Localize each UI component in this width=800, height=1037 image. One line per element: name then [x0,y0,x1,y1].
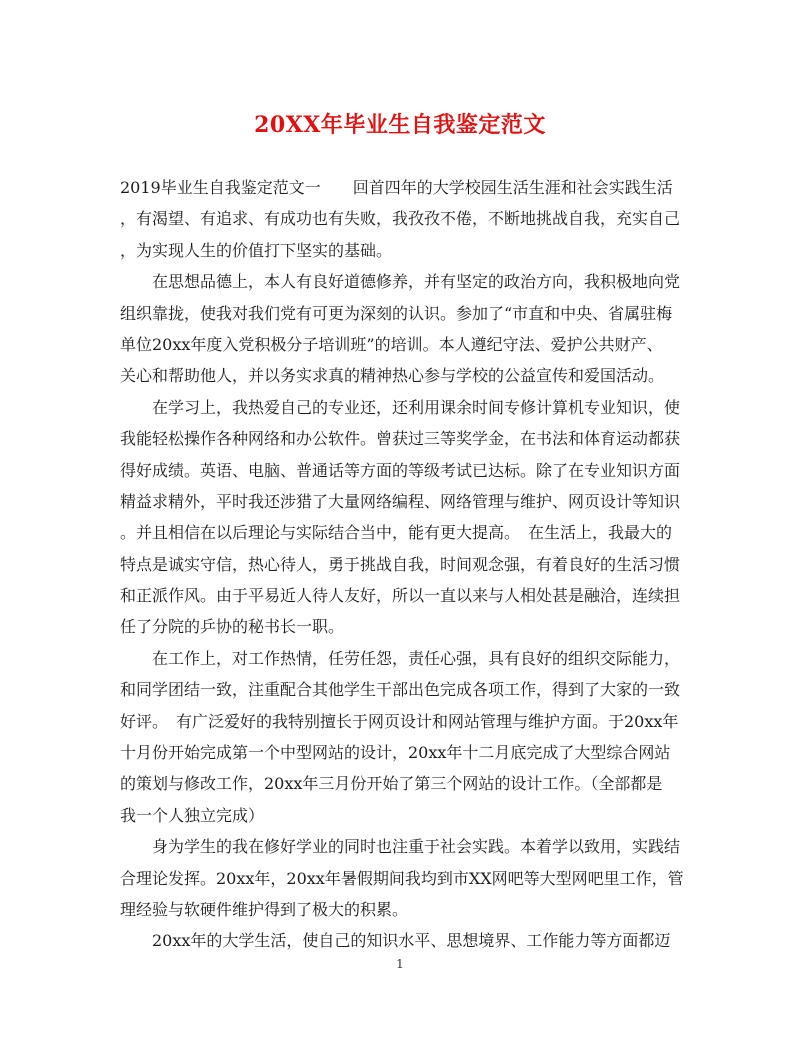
text-line: 精益求精外，平时我还涉猎了大量网络编程、网络管理与维护、网页设计等知识 [120,491,681,511]
text-line: 关心和帮助他人，并以务实求真的精神热心参与学校的公益宣传和爱国活动。 [120,366,665,386]
text-line: ，为实现人生的价值打下坚实的基础。 [120,240,393,260]
text-line: 身为学生的我在修好学业的同时也注重于社会实践。本着学以致用，实践结 [120,837,681,857]
text-line: 20xx年的大学生活，使自己的知识水平、思想境界、工作能力等方面都迈 [120,931,671,951]
text-line: 合理论发挥。20xx年，20xx年暑假期间我均到市XX网吧等大型网吧里工作，管 [120,868,684,888]
text-line: 的策划与修改工作，20xx年三月份开始了第三个网站的设计工作。（全部都是 [120,774,663,794]
paragraph-work [120,643,682,831]
text-line: 和同学团结一致，注重配合其他学生干部出色完成各项工作，得到了大家的一致 [120,680,681,700]
paragraph-moral [120,266,682,392]
paragraph-summary [120,925,682,956]
page-number: 1 [396,957,404,971]
text-line: 我一个人独立完成） [120,805,265,825]
text-line: 理经验与软硬件维护得到了极大的积累。 [120,899,409,919]
text-line: 任了分院的乒协的秘书长一职。 [120,617,345,637]
text-line: 单位20xx年度入党积极分子培训班”的培训。本人遵纪守法、爱护公共财产、 [120,334,663,354]
text-line: ，有渴望、有追求、有成功也有失败，我孜孜不倦，不断地挑战自我，充实自己 [120,209,681,229]
text-line: 特点是诚实守信，热心待人，勇于挑战自我，时间观念强，有着良好的生活习惯 [120,554,681,574]
text-line: 组织靠拢，使我对我们党有可更为深刻的认识。参加了“市直和中央、省属驻梅 [120,303,673,323]
text-line: 得好成绩。英语、电脑、普通话等方面的等级考试已达标。除了在专业知识方面 [120,460,681,480]
document-title: 20XX年毕业生自我鉴定范文 [254,112,546,138]
text-line: 好评。 有广泛爱好的我特别擅长于网页设计和网站管理与维护方面。于20xx年 [120,711,679,731]
document-body [120,172,682,957]
text-line: 我能轻松操作各种网络和办公软件。曾获过三等奖学金，在书法和体育运动都获 [120,429,681,449]
paragraph-practice [120,831,682,925]
text-line: 和正派作风。由于平易近人待人友好，所以一直以来与人相处甚是融洽，连续担 [120,586,681,606]
text-line: 。并且相信在以后理论与实际结合当中，能有更大提高。 在生活上，我最大的 [120,523,673,543]
paragraph-study [120,392,682,643]
text-line: 在工作上，对工作热情，任劳任怨，责任心强，具有良好的组织交际能力， [120,648,681,668]
text-line: 在学习上，我热爱自己的专业还，还利用课余时间专修计算机专业知识，使 [120,397,681,417]
text-line: 2019毕业生自我鉴定范文一 回首四年的大学校园生活生涯和社会实践生活 [120,178,673,197]
text-line: 在思想品德上，本人有良好道德修养，并有坚定的政治方向，我积极地向党 [120,272,681,292]
paragraph-intro [120,172,682,266]
text-line: 十月份开始完成第一个中型网站的设计，20xx年十二月底完成了大型综合网站 [120,743,671,763]
